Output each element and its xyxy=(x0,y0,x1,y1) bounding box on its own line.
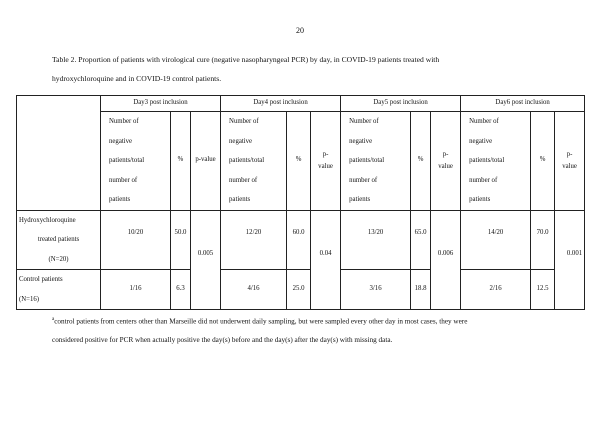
subheader-row xyxy=(17,112,585,211)
day3-header: Day3 post inclusion xyxy=(101,96,221,112)
hcq-day3-percent: 50.0 xyxy=(171,210,191,270)
footnote-line-1: $^a$control patients from centers other than Marseille did not underwent daily sampling, but were sampled every other day in most cases, they were xyxy=(52,317,468,326)
day6-percent-header: % xyxy=(531,112,555,211)
hcq-day5-count: 13/20 xyxy=(341,210,411,270)
day-header-row xyxy=(17,96,585,112)
day3-percent-header: % xyxy=(171,112,191,211)
day5-percent-header: % xyxy=(411,112,431,211)
row-label-hydroxychloroquine: Hydroxychloroquine treated patients (N=20) xyxy=(17,210,101,270)
control-day6-percent: 12.5 xyxy=(531,270,555,310)
table-caption-line-2: hydroxychloroquine and in COVID-19 control patients. xyxy=(52,74,222,83)
day4-header: Day4 post inclusion xyxy=(221,96,341,112)
control-day3-percent: 6.3 xyxy=(171,270,191,310)
hcq-day4-count: 12/20 xyxy=(221,210,287,270)
footnote-line-2: considered positive for PCR when actually positive the day(s) before and the day(s) after the day(s) with missing data. xyxy=(52,336,393,344)
day6-count-header: Number of negative patients/total number of patients xyxy=(461,112,531,211)
hcq-day6-percent: 70.0 xyxy=(531,210,555,270)
hcq-day4-percent: 60.0 xyxy=(287,210,311,270)
table-caption-line-1: Table 2. Proportion of patients with virological cure (negative nasopharyngeal PCR) by day, in COVID-19 patients treated with xyxy=(52,55,440,64)
day4-pvalue-header: p- value xyxy=(311,112,341,211)
day4-count-header: Number of negative patients/total number of patients xyxy=(221,112,287,211)
empty-corner-cell xyxy=(17,96,101,112)
day4-percent-header: % xyxy=(287,112,311,211)
day3-count-header: Number of negative patients/total number of patients xyxy=(101,112,171,211)
day5-header: Day5 post inclusion xyxy=(341,96,461,112)
day3-pvalue-header: p-value xyxy=(191,112,221,211)
results-table xyxy=(16,95,585,310)
day5-pvalue-header: p- value xyxy=(431,112,461,211)
control-day5-percent: 18.8 xyxy=(411,270,431,310)
day5-count-header: Number of negative patients/total number of patients xyxy=(341,112,411,211)
control-day4-count: 4/16 xyxy=(221,270,287,310)
table-row-hydroxychloroquine xyxy=(17,210,585,270)
row-label-control: Control patients (N=16) xyxy=(17,270,101,310)
hcq-day3-count: 10/20 xyxy=(101,210,171,270)
control-day5-count: 3/16 xyxy=(341,270,411,310)
table-row-control xyxy=(17,270,585,310)
hcq-day5-percent: 65.0 xyxy=(411,210,431,270)
control-day6-count: 2/16 xyxy=(461,270,531,310)
day6-header: Day6 post inclusion xyxy=(461,96,585,112)
footnote-marker: a xyxy=(52,317,55,322)
page-number: 20 xyxy=(296,26,304,35)
day5-pvalue: 0.006 xyxy=(431,210,461,310)
hcq-day6-count: 14/20 xyxy=(461,210,531,270)
empty-label-cell xyxy=(17,112,101,211)
day3-pvalue: 0.005 xyxy=(191,210,221,310)
control-day3-count: 1/16 xyxy=(101,270,171,310)
day6-pvalue-header: p- value xyxy=(555,112,585,211)
day4-pvalue: 0.04 xyxy=(311,210,341,310)
day6-pvalue: 0.001 xyxy=(555,210,585,310)
control-day4-percent: 25.0 xyxy=(287,270,311,310)
